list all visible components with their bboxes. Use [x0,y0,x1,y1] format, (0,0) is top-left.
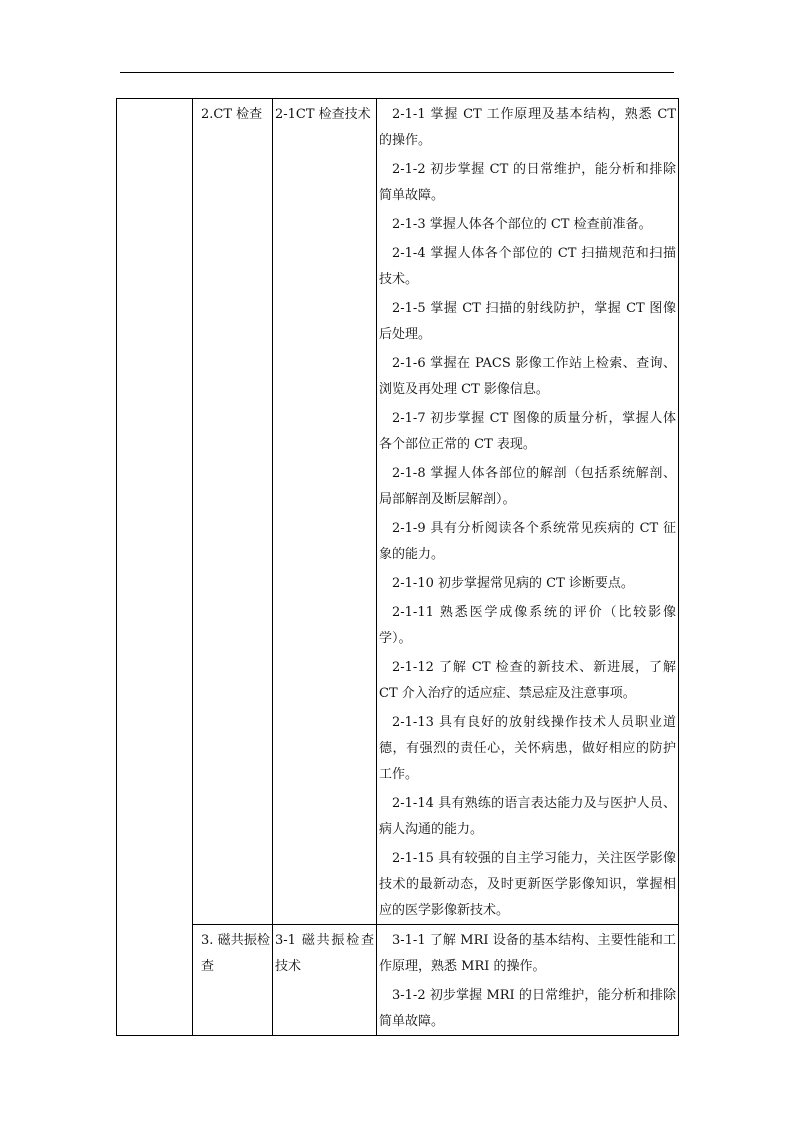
unit-cell [273,925,377,1036]
list-item: 2-1-9 具有分析阅读各个系统常见疾病的 CT 征象的能力。 [379,521,676,562]
list-item: 3-1-2 初步掌握 MRI 的日常维护，能分析和排除简单故障。 [379,988,676,1029]
list-item: 2-1-3 掌握人体各个部位的 CT 检查前准备。 [392,217,652,232]
list-item: 2-1-13 具有良好的放射线操作技术人员职业道德，有强烈的责任心，关怀病患，做好相应的防护工作。 [379,715,676,782]
list-item: 2-1-14 具有熟练的语言表达能力及与医护人员、病人沟通的能力。 [379,796,676,837]
module-label: 2.CT 检查 [201,107,263,122]
list-item: 2-1-12 了解 CT 检查的新技术、新进展，了解 CT 介入治疗的适应症、禁忌症及注意事项。 [379,660,676,701]
list-item: 2-1-7 初步掌握 CT 图像的质量分析，掌握人体各个部位正常的 CT 表现。 [379,411,676,452]
list-item: 2-1-6 掌握在 PACS 影像工作站上检索、查询、浏览及再处理 CT 影像信息。 [379,356,676,397]
module-cell [193,925,273,1036]
unit-cell [273,99,377,925]
unit-label: 2-1CT 检查技术 [275,107,371,122]
list-item: 3-1-1 了解 MRI 设备的基本结构、主要性能和工作原理，熟悉 MRI 的操作。 [379,933,676,974]
objectives-cell [377,925,679,1036]
list-item: 2-1-8 掌握人体各部位的解剖（包括系统解剖、局部解剖及断层解剖）。 [379,466,676,507]
curriculum-table [116,98,679,1036]
table-row [117,925,679,1036]
objectives-cell [377,99,679,925]
unit-label: 3-1 磁共振检查技术 [275,933,374,974]
list-item: 2-1-2 初步掌握 CT 的日常维护，能分析和排除简单故障。 [379,162,676,203]
module-cell [193,99,273,925]
header-rule [120,72,674,73]
list-item: 2-1-4 掌握人体各个部位的 CT 扫描规范和扫描技术。 [379,246,676,287]
list-item: 2-1-1 掌握 CT 工作原理及基本结构，熟悉 CT 的操作。 [379,107,676,148]
list-item: 2-1-11 熟悉医学成像系统的评价（比较影像学）。 [379,605,676,646]
category-cell [117,99,193,1036]
list-item: 2-1-5 掌握 CT 扫描的射线防护，掌握 CT 图像后处理。 [379,301,676,342]
table-row [117,99,679,925]
list-item: 2-1-10 初步掌握常见病的 CT 诊断要点。 [392,576,634,591]
module-label: 3. 磁共振检查 [201,933,270,974]
list-item: 2-1-15 具有较强的自主学习能力，关注医学影像技术的最新动态，及时更新医学影像知识，掌握相应的医学影像新技术。 [379,851,676,918]
